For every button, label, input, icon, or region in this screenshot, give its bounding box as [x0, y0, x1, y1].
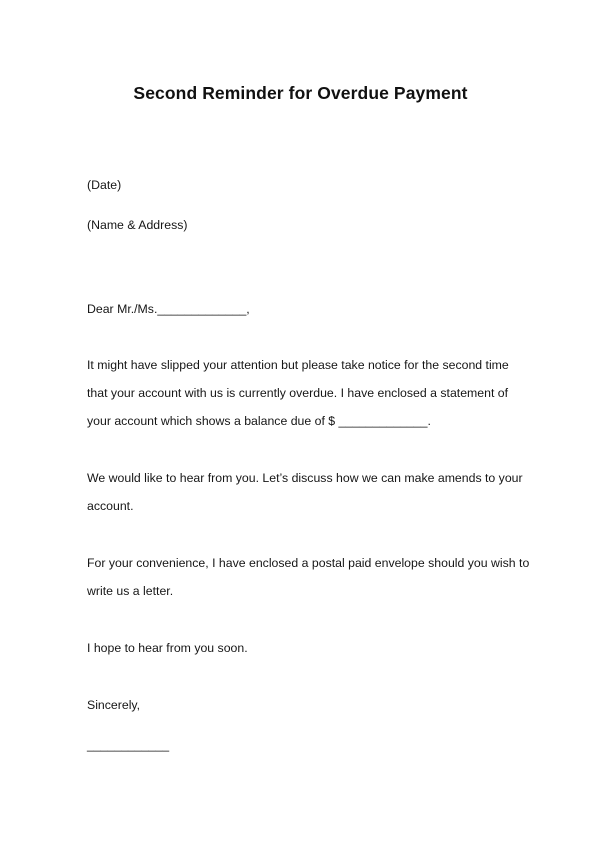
paragraph-2-line-2: account. [87, 499, 134, 513]
paragraph-3-line-2: write us a letter. [87, 584, 174, 598]
closing: Sincerely, [87, 698, 141, 712]
signature-line: ____________ [87, 738, 170, 752]
date-placeholder: (Date) [87, 178, 122, 192]
paragraph-4: I hope to hear from you soon. [87, 641, 248, 655]
paragraph-1-line-2: that your account with us is currently overdue. I have enclosed a statement of [87, 386, 509, 400]
salutation: Dear Mr./Ms._____________, [87, 302, 250, 316]
paragraph-3-line-1: For your convenience, I have enclosed a postal paid envelope should you wish to [87, 556, 530, 570]
paragraph-1-line-3: your account which shows a balance due of $ _____________. [87, 414, 431, 428]
letter-title: Second Reminder for Overdue Payment [133, 83, 468, 103]
paragraph-1-line-1: It might have slipped your attention but please take notice for the second time [87, 358, 509, 372]
paragraph-2-line-1: We would like to hear from you. Let’s discuss how we can make amends to your [87, 471, 523, 485]
name-address-placeholder: (Name & Address) [87, 218, 188, 232]
